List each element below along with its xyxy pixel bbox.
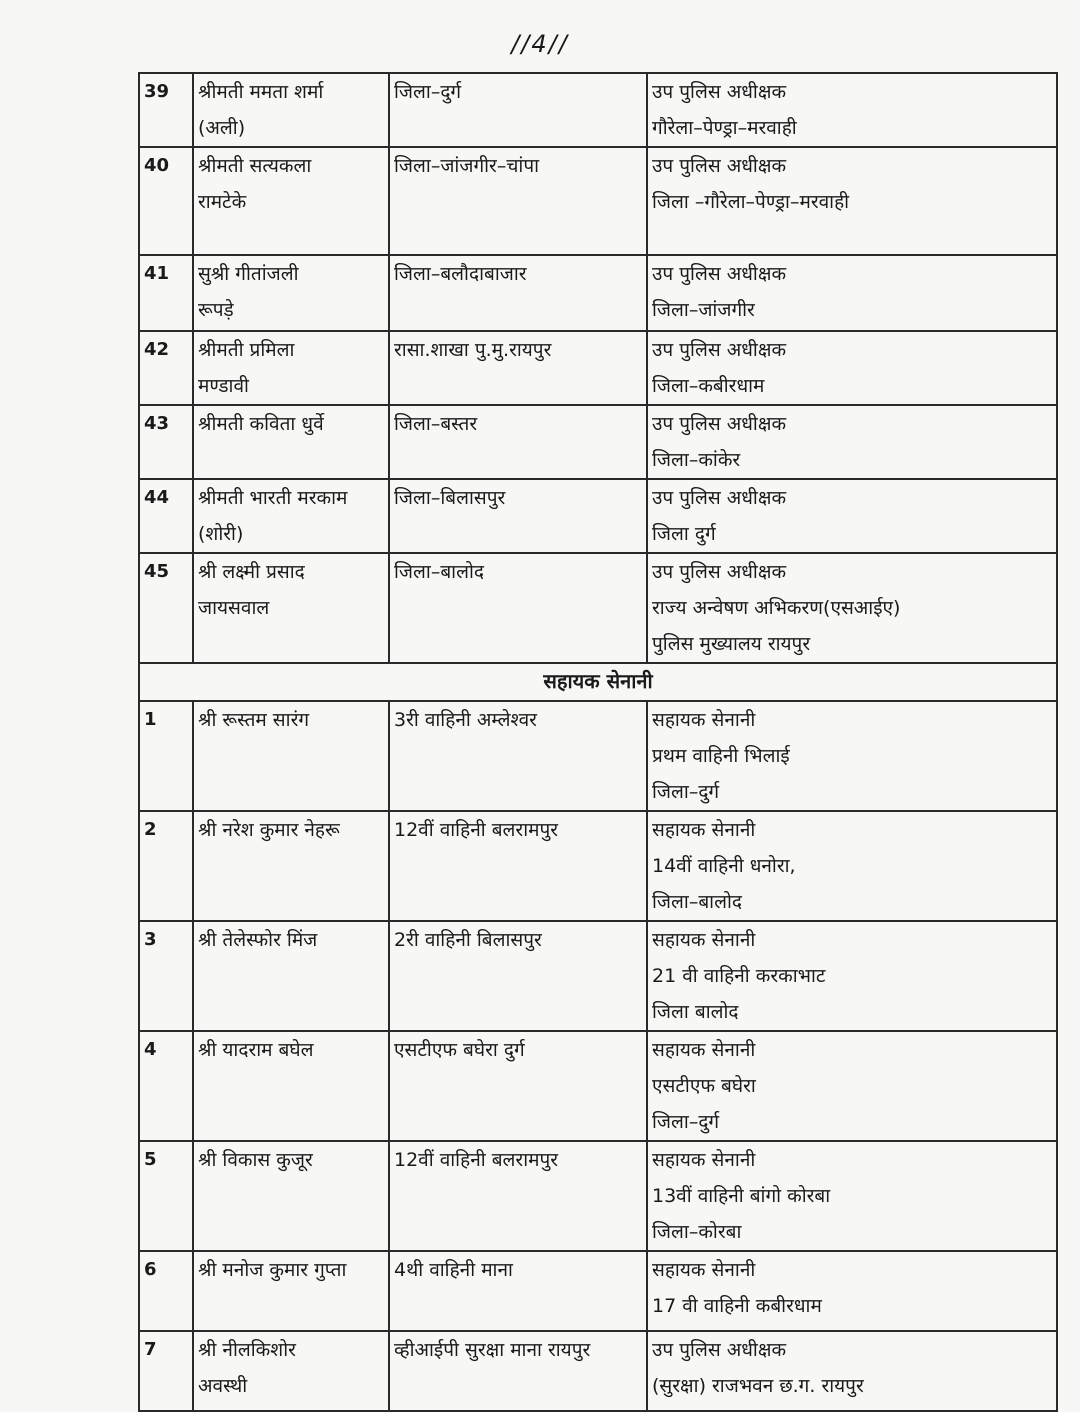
new-posting: सहायक सेनानी प्रथम वाहिनी भिलाई जिला–दुर्ग — [647, 701, 1057, 811]
transfer-table — [138, 72, 1058, 1412]
table-row — [139, 811, 1057, 921]
current-posting: व्हीआईपी सुरक्षा माना रायपुर — [389, 1331, 647, 1411]
new-posting: उप पुलिस अधीक्षक जिला–कांकेर — [647, 405, 1057, 479]
officer-name: श्रीमती प्रमिला मण्डावी — [193, 331, 389, 405]
page-number: //4// — [511, 30, 569, 58]
current-posting: एसटीएफ बघेरा दुर्ग — [389, 1031, 647, 1141]
serial-number: 45 — [139, 553, 193, 663]
current-posting: 3री वाहिनी अम्लेश्वर — [389, 701, 647, 811]
section-heading-row — [139, 663, 1057, 701]
serial-number: 7 — [139, 1331, 193, 1411]
current-posting: रासा.शाखा पु.मु.रायपुर — [389, 331, 647, 405]
officer-name: श्री यादराम बघेल — [193, 1031, 389, 1141]
new-posting: उप पुलिस अधीक्षक राज्य अन्वेषण अभिकरण(एसआईए) पुलिस मुख्यालय रायपुर — [647, 553, 1057, 663]
serial-number: 5 — [139, 1141, 193, 1251]
new-posting: सहायक सेनानी 13वीं वाहिनी बांगो कोरबा जिला–कोरबा — [647, 1141, 1057, 1251]
serial-number: 41 — [139, 255, 193, 331]
new-posting: उप पुलिस अधीक्षक जिला–कबीरधाम — [647, 331, 1057, 405]
officer-name: श्रीमती कविता धुर्वे — [193, 405, 389, 479]
table-row — [139, 1251, 1057, 1331]
new-posting: उप पुलिस अधीक्षक जिला दुर्ग — [647, 479, 1057, 553]
table-row — [139, 147, 1057, 255]
serial-number: 3 — [139, 921, 193, 1031]
new-posting: उप पुलिस अधीक्षक (सुरक्षा) राजभवन छ.ग. रायपुर — [647, 1331, 1057, 1411]
serial-number: 40 — [139, 147, 193, 255]
new-posting: सहायक सेनानी 21 वी वाहिनी करकाभाट जिला बालोद — [647, 921, 1057, 1031]
current-posting: जिला–बिलासपुर — [389, 479, 647, 553]
current-posting: जिला–जांजगीर–चांपा — [389, 147, 647, 255]
serial-number: 2 — [139, 811, 193, 921]
officer-name: श्री विकास कुजूर — [193, 1141, 389, 1251]
serial-number: 43 — [139, 405, 193, 479]
current-posting: 12वीं वाहिनी बलरामपुर — [389, 811, 647, 921]
table-row — [139, 921, 1057, 1031]
table-row — [139, 479, 1057, 553]
officer-name: श्री नरेश कुमार नेहरू — [193, 811, 389, 921]
section-heading: सहायक सेनानी — [139, 663, 1057, 701]
officer-name: श्री रूस्तम सारंग — [193, 701, 389, 811]
table-row — [139, 331, 1057, 405]
new-posting: सहायक सेनानी 17 वी वाहिनी कबीरधाम — [647, 1251, 1057, 1331]
officer-name: श्रीमती ममता शर्मा (अली) — [193, 73, 389, 147]
table-row — [139, 405, 1057, 479]
current-posting: जिला–बालोद — [389, 553, 647, 663]
table-row — [139, 73, 1057, 147]
table-row — [139, 1141, 1057, 1251]
table-row — [139, 1331, 1057, 1411]
current-posting: 2री वाहिनी बिलासपुर — [389, 921, 647, 1031]
serial-number: 4 — [139, 1031, 193, 1141]
new-posting: उप पुलिस अधीक्षक गौरेला–पेण्ड्रा–मरवाही — [647, 73, 1057, 147]
officer-name: श्री लक्ष्मी प्रसाद जायसवाल — [193, 553, 389, 663]
current-posting: 12वीं वाहिनी बलरामपुर — [389, 1141, 647, 1251]
table-row — [139, 255, 1057, 331]
table-row — [139, 701, 1057, 811]
officer-name: सुश्री गीतांजली रूपड़े — [193, 255, 389, 331]
table-row — [139, 553, 1057, 663]
officer-name: श्रीमती सत्यकला रामटेके — [193, 147, 389, 255]
new-posting: उप पुलिस अधीक्षक जिला–जांजगीर — [647, 255, 1057, 331]
officer-name: श्री तेलेस्फोर मिंज — [193, 921, 389, 1031]
officer-name: श्री नीलकिशोर अवस्थी — [193, 1331, 389, 1411]
serial-number: 6 — [139, 1251, 193, 1331]
serial-number: 1 — [139, 701, 193, 811]
officer-name: श्री मनोज कुमार गुप्ता — [193, 1251, 389, 1331]
current-posting: 4थी वाहिनी माना — [389, 1251, 647, 1331]
serial-number: 39 — [139, 73, 193, 147]
current-posting: जिला–बस्तर — [389, 405, 647, 479]
table-row — [139, 1031, 1057, 1141]
new-posting: उप पुलिस अधीक्षक जिला –गौरेला–पेण्ड्रा–मरवाही — [647, 147, 1057, 255]
current-posting: जिला–दुर्ग — [389, 73, 647, 147]
serial-number: 42 — [139, 331, 193, 405]
new-posting: सहायक सेनानी एसटीएफ बघेरा जिला–दुर्ग — [647, 1031, 1057, 1141]
new-posting: सहायक सेनानी 14वीं वाहिनी धनोरा, जिला–बालोद — [647, 811, 1057, 921]
current-posting: जिला–बलौदाबाजार — [389, 255, 647, 331]
officer-name: श्रीमती भारती मरकाम (शोरी) — [193, 479, 389, 553]
serial-number: 44 — [139, 479, 193, 553]
